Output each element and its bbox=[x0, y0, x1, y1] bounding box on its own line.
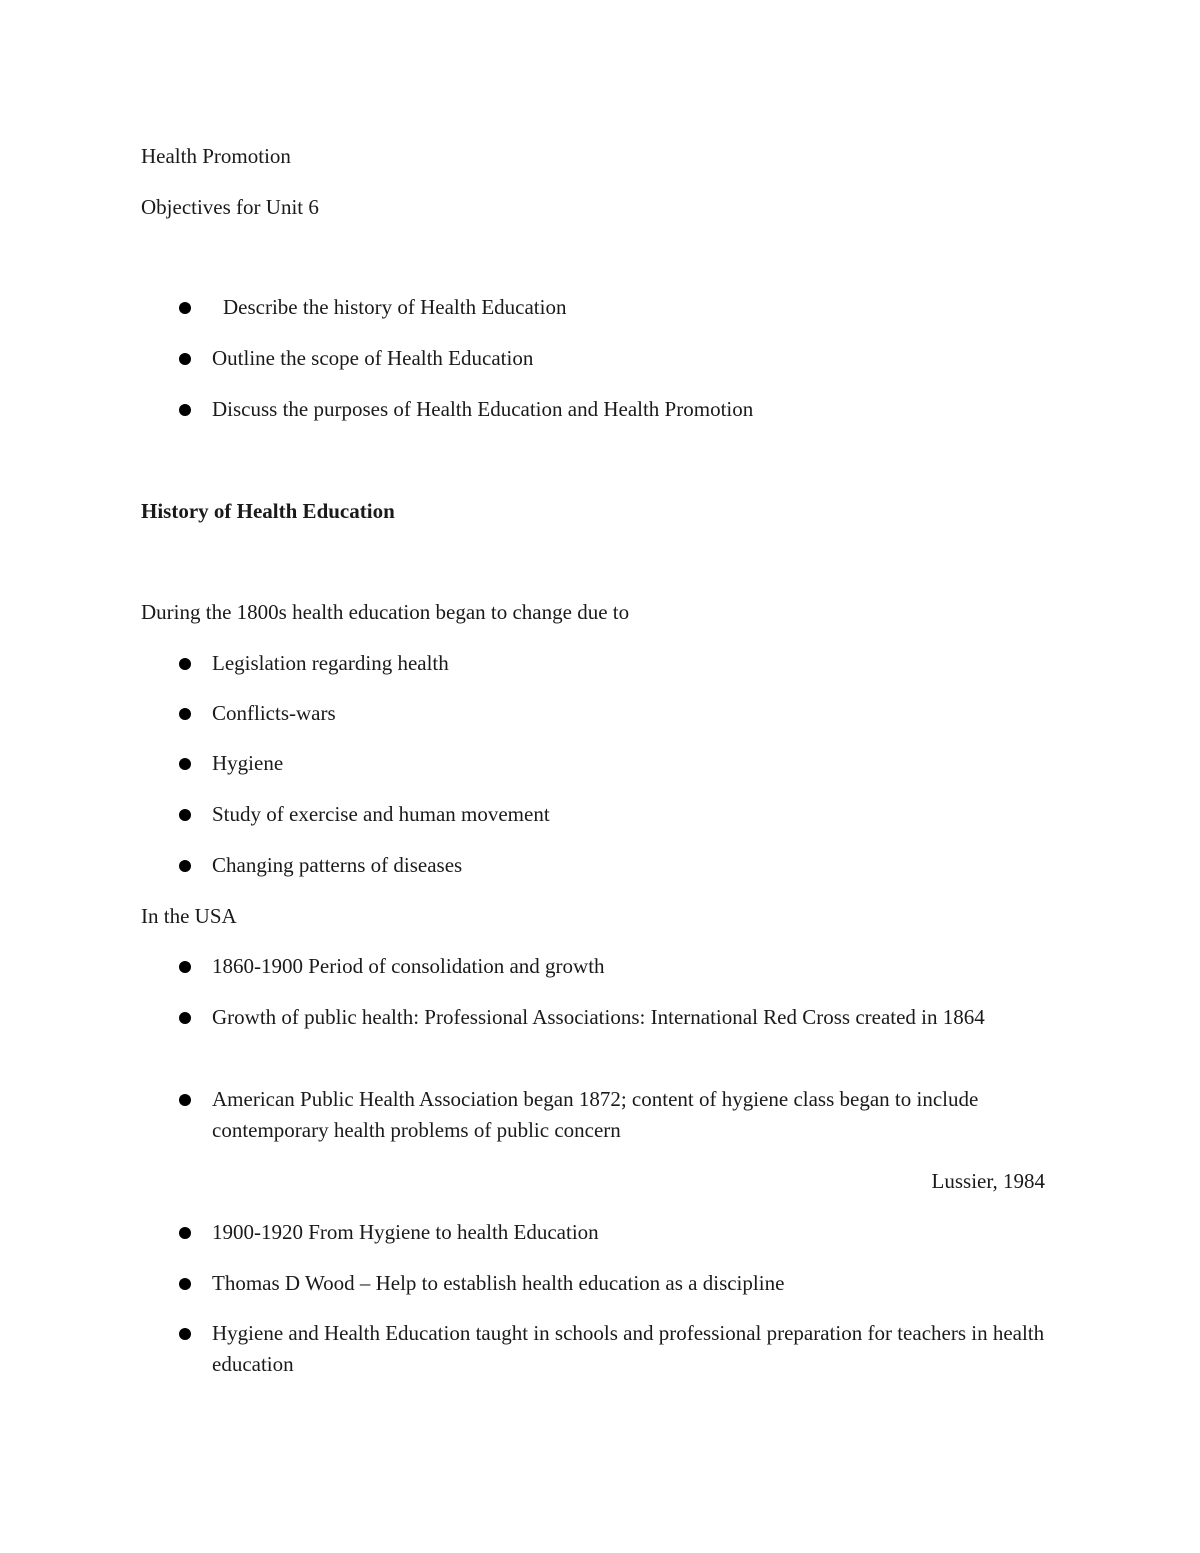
cause-item bbox=[176, 748, 1076, 779]
later-item bbox=[176, 1318, 1076, 1380]
cause-text: Changing patterns of diseases bbox=[212, 853, 463, 877]
later-text: Hygiene and Health Education taught in schools and professional preparation for teachers in health education bbox=[212, 1321, 1045, 1376]
bullet-icon bbox=[179, 1012, 191, 1024]
usa-text: American Public Health Association began 1872; content of hygiene class began to include contemporary health problems of public concern bbox=[212, 1087, 979, 1142]
bullet-icon bbox=[179, 1227, 191, 1239]
usa-text: 1860-1900 Period of consolidation and growth bbox=[212, 954, 605, 978]
bullet-icon bbox=[179, 1278, 191, 1290]
bullet-icon bbox=[179, 758, 191, 770]
bullet-icon bbox=[179, 708, 191, 720]
usa-item bbox=[176, 1002, 1076, 1033]
cause-item bbox=[176, 799, 1076, 830]
bullet-icon bbox=[179, 1094, 191, 1106]
bullet-icon bbox=[179, 809, 191, 821]
usa-label: In the USA bbox=[141, 904, 237, 928]
document-title: Health Promotion bbox=[141, 144, 291, 168]
cause-item bbox=[176, 648, 1076, 679]
objective-text: Outline the scope of Health Education bbox=[212, 346, 534, 370]
later-item bbox=[176, 1217, 1076, 1248]
citation: Lussier, 1984 bbox=[931, 1169, 1045, 1193]
objective-text: Describe the history of Health Education bbox=[223, 295, 567, 319]
cause-item bbox=[176, 850, 1076, 881]
cause-text: Conflicts-wars bbox=[212, 701, 336, 725]
bullet-icon bbox=[179, 302, 191, 314]
bullet-icon bbox=[179, 961, 191, 973]
bullet-icon bbox=[179, 404, 191, 416]
objective-text: Discuss the purposes of Health Education and Health Promotion bbox=[212, 397, 754, 421]
usa-item bbox=[176, 951, 1076, 982]
later-text: Thomas D Wood – Help to establish health education as a discipline bbox=[212, 1271, 785, 1295]
bullet-icon bbox=[179, 353, 191, 365]
objective-item bbox=[176, 292, 1076, 323]
cause-text: Study of exercise and human movement bbox=[212, 802, 550, 826]
objective-item bbox=[176, 394, 1076, 425]
bullet-icon bbox=[179, 1328, 191, 1340]
bullet-icon bbox=[179, 658, 191, 670]
objective-item bbox=[176, 343, 1076, 374]
document-subtitle: Objectives for Unit 6 bbox=[141, 195, 319, 219]
history-intro: During the 1800s health education began to change due to bbox=[141, 600, 630, 624]
cause-text: Hygiene bbox=[212, 751, 284, 775]
later-text: 1900-1920 From Hygiene to health Education bbox=[212, 1220, 599, 1244]
cause-text: Legislation regarding health bbox=[212, 651, 449, 675]
bullet-icon bbox=[179, 860, 191, 872]
later-item bbox=[176, 1268, 1076, 1299]
cause-item bbox=[176, 698, 1076, 729]
section-heading: History of Health Education bbox=[141, 499, 395, 523]
usa-item bbox=[176, 1084, 1076, 1146]
usa-text: Growth of public health: Professional Associations: International Red Cross created in 1864 bbox=[212, 1005, 985, 1029]
